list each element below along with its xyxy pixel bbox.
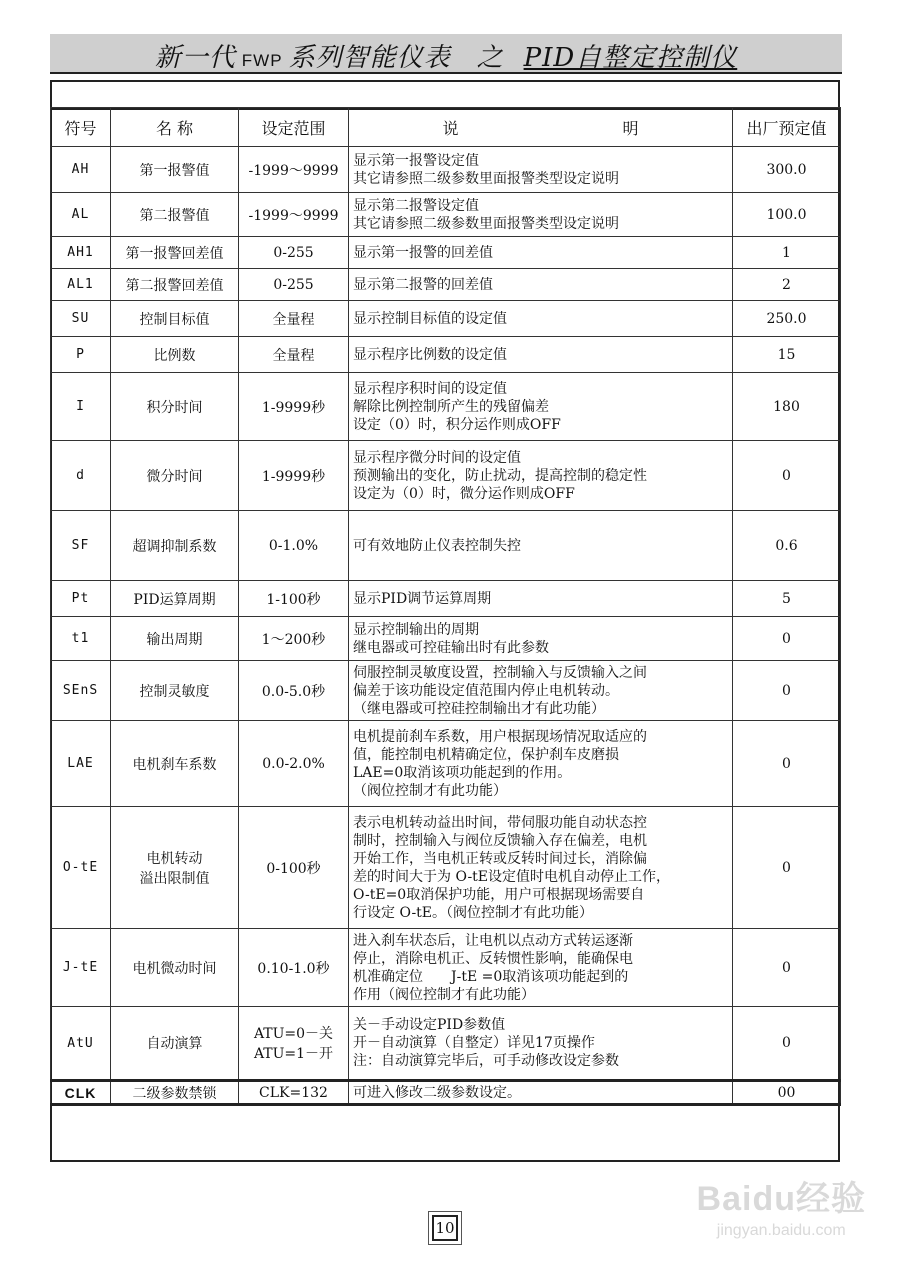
cell-name: 电机刹车系数 bbox=[111, 721, 239, 807]
cell-default: 0 bbox=[733, 1007, 841, 1081]
cell-name: 比例数 bbox=[111, 337, 239, 373]
watermark bbox=[697, 1171, 866, 1240]
cell-symbol: d bbox=[51, 441, 111, 511]
table-row bbox=[51, 807, 841, 929]
title-prefix: 新一代 bbox=[154, 43, 236, 73]
title-series: 系列智能仪表 bbox=[288, 43, 451, 73]
table-row bbox=[51, 269, 841, 301]
cell-symbol: J-tE bbox=[51, 929, 111, 1007]
cell-symbol: Pt bbox=[51, 581, 111, 617]
frame-top-band bbox=[52, 82, 838, 110]
cell-symbol: O-tE bbox=[51, 807, 111, 929]
cell-name: 微分时间 bbox=[111, 441, 239, 511]
cell-name: 超调抑制系数 bbox=[111, 511, 239, 581]
cell-default: 0 bbox=[733, 721, 841, 807]
table-row bbox=[51, 1081, 841, 1105]
table-row bbox=[51, 301, 841, 337]
cell-range: ATU=0－关 ATU=1－开 bbox=[239, 1007, 349, 1081]
title-subtitle: PID自整定控制仪 bbox=[523, 43, 738, 73]
cell-description: 伺服控制灵敏度设置，控制输入与反馈输入之间 偏差于该功能设定值范围内停止电机转动。 （继电器或可控硅控制输出才有此功能） bbox=[349, 661, 733, 721]
table-body bbox=[51, 147, 841, 1105]
col-header-symbol: 符号 bbox=[51, 108, 111, 147]
cell-description: 表示电机转动益出时间，带伺服功能自动状态控 制时，控制输入与阀位反馈输入存在偏差，电机 开始工作，当电机正转或反转时间过长，消除偏 差的时间大于为 O-tE设定值时电机自动停止工作， O-tE=0取消保护功能，用户可根据现场需要自 行设定 O-tE。（阀位控制才有此功能） bbox=[349, 807, 733, 929]
cell-description: 进入刹车状态后，让电机以点动方式转运逐渐 停止，消除电机正、反转惯性影响，能确保电 机准确定位 J-tE =0取消该项功能起到的 作用（阀位控制才有此功能） bbox=[349, 929, 733, 1007]
table-row bbox=[51, 147, 841, 193]
table-header-row bbox=[51, 108, 841, 147]
title-connector: 之 bbox=[476, 43, 504, 73]
cell-symbol: AH bbox=[51, 147, 111, 193]
cell-range: 0-255 bbox=[239, 237, 349, 269]
cell-range: -1999～9999 bbox=[239, 147, 349, 193]
table-row bbox=[51, 581, 841, 617]
cell-description: 显示PID调节运算周期 bbox=[349, 581, 733, 617]
cell-name: 第二报警值 bbox=[111, 193, 239, 237]
cell-name: 控制灵敏度 bbox=[111, 661, 239, 721]
cell-name: 电机微动时间 bbox=[111, 929, 239, 1007]
cell-name: 第二报警回差值 bbox=[111, 269, 239, 301]
cell-name: 第一报警回差值 bbox=[111, 237, 239, 269]
cell-default: 1 bbox=[733, 237, 841, 269]
table-row bbox=[51, 373, 841, 441]
cell-range: 0-255 bbox=[239, 269, 349, 301]
cell-description: 显示第二报警设定值 其它请参照二级参数里面报警类型设定说明 bbox=[349, 193, 733, 237]
parameter-table bbox=[50, 107, 841, 1106]
cell-name: 控制目标值 bbox=[111, 301, 239, 337]
table-row bbox=[51, 237, 841, 269]
cell-range: CLK=132 bbox=[239, 1081, 349, 1105]
cell-range: 0-1.0% bbox=[239, 511, 349, 581]
cell-default: 180 bbox=[733, 373, 841, 441]
cell-name: 自动演算 bbox=[111, 1007, 239, 1081]
cell-description: 关－手动设定PID参数值 开－自动演算（自整定）详见17页操作 注：自动演算完毕后，可手动修改设定参数 bbox=[349, 1007, 733, 1081]
col-header-range: 设定范围 bbox=[239, 108, 349, 147]
cell-description: 显示控制目标值的设定值 bbox=[349, 301, 733, 337]
table-row bbox=[51, 721, 841, 807]
cell-symbol: t1 bbox=[51, 617, 111, 661]
page-title bbox=[50, 37, 842, 74]
cell-default: 15 bbox=[733, 337, 841, 373]
cell-range: 0.0-5.0秒 bbox=[239, 661, 349, 721]
cell-range: 1-9999秒 bbox=[239, 373, 349, 441]
cell-symbol: AL bbox=[51, 193, 111, 237]
cell-symbol: SF bbox=[51, 511, 111, 581]
cell-default: 0 bbox=[733, 929, 841, 1007]
cell-default: 300.0 bbox=[733, 147, 841, 193]
cell-range: 0-100秒 bbox=[239, 807, 349, 929]
cell-name: 输出周期 bbox=[111, 617, 239, 661]
cell-symbol: AL1 bbox=[51, 269, 111, 301]
cell-default: 250.0 bbox=[733, 301, 841, 337]
cell-range: 全量程 bbox=[239, 301, 349, 337]
cell-default: 0 bbox=[733, 617, 841, 661]
cell-description: 可有效地防止仪表控制失控 bbox=[349, 511, 733, 581]
cell-default: 0 bbox=[733, 807, 841, 929]
table-row bbox=[51, 929, 841, 1007]
table-row bbox=[51, 511, 841, 581]
cell-symbol: CLK bbox=[51, 1081, 111, 1105]
cell-range: 0.10-1.0秒 bbox=[239, 929, 349, 1007]
cell-range: 1～200秒 bbox=[239, 617, 349, 661]
page-number: 10 bbox=[432, 1215, 458, 1241]
cell-symbol: SU bbox=[51, 301, 111, 337]
cell-description: 可进入修改二级参数设定。 bbox=[349, 1081, 733, 1105]
title-model: FWP bbox=[241, 51, 283, 70]
cell-symbol: AtU bbox=[51, 1007, 111, 1081]
watermark-logo: Baidu经验 bbox=[696, 1180, 866, 1218]
table-row bbox=[51, 661, 841, 721]
cell-description: 显示控制输出的周期 继电器或可控硅输出时有此参数 bbox=[349, 617, 733, 661]
cell-description: 显示程序积时间的设定值 解除比例控制所产生的残留偏差 设定（0）时，积分运作则成OFF bbox=[349, 373, 733, 441]
cell-name: 第一报警值 bbox=[111, 147, 239, 193]
cell-default: 2 bbox=[733, 269, 841, 301]
cell-range: -1999～9999 bbox=[239, 193, 349, 237]
cell-range: 0.0-2.0% bbox=[239, 721, 349, 807]
cell-symbol: I bbox=[51, 373, 111, 441]
col-header-description: 说 明 bbox=[349, 108, 733, 147]
cell-name: PID运算周期 bbox=[111, 581, 239, 617]
cell-name: 电机转动 溢出限制值 bbox=[111, 807, 239, 929]
cell-description: 显示程序比例数的设定值 bbox=[349, 337, 733, 373]
cell-default: 0.6 bbox=[733, 511, 841, 581]
cell-default: 5 bbox=[733, 581, 841, 617]
cell-range: 1-100秒 bbox=[239, 581, 349, 617]
cell-description: 显示程序微分时间的设定值 预测输出的变化，防止扰动，提高控制的稳定性 设定为（0）时，微分运作则成OFF bbox=[349, 441, 733, 511]
col-header-name: 名 称 bbox=[111, 108, 239, 147]
cell-range: 1-9999秒 bbox=[239, 441, 349, 511]
cell-default: 0 bbox=[733, 661, 841, 721]
cell-symbol: SEnS bbox=[51, 661, 111, 721]
table-row bbox=[51, 193, 841, 237]
cell-description: 电机提前刹车系数，用户根据现场情况取适应的 值，能控制电机精确定位，保护刹车皮磨损 LAE=0取消该项功能起到的作用。 （阀位控制才有此功能） bbox=[349, 721, 733, 807]
cell-name: 积分时间 bbox=[111, 373, 239, 441]
cell-symbol: P bbox=[51, 337, 111, 373]
table-row bbox=[51, 617, 841, 661]
cell-default: 00 bbox=[733, 1081, 841, 1105]
header-bar bbox=[50, 34, 842, 74]
cell-default: 100.0 bbox=[733, 193, 841, 237]
watermark-url: jingyan.baidu.com bbox=[716, 1222, 846, 1239]
cell-description: 显示第一报警设定值 其它请参照二级参数里面报警类型设定说明 bbox=[349, 147, 733, 193]
cell-default: 0 bbox=[733, 441, 841, 511]
table-row bbox=[51, 1007, 841, 1081]
cell-range: 全量程 bbox=[239, 337, 349, 373]
cell-description: 显示第二报警的回差值 bbox=[349, 269, 733, 301]
cell-symbol: AH1 bbox=[51, 237, 111, 269]
cell-name: 二级参数禁锁 bbox=[111, 1081, 239, 1105]
table-row bbox=[51, 441, 841, 511]
col-header-default: 出厂预定值 bbox=[733, 108, 841, 147]
table-row bbox=[51, 337, 841, 373]
cell-symbol: LAE bbox=[51, 721, 111, 807]
cell-description: 显示第一报警的回差值 bbox=[349, 237, 733, 269]
